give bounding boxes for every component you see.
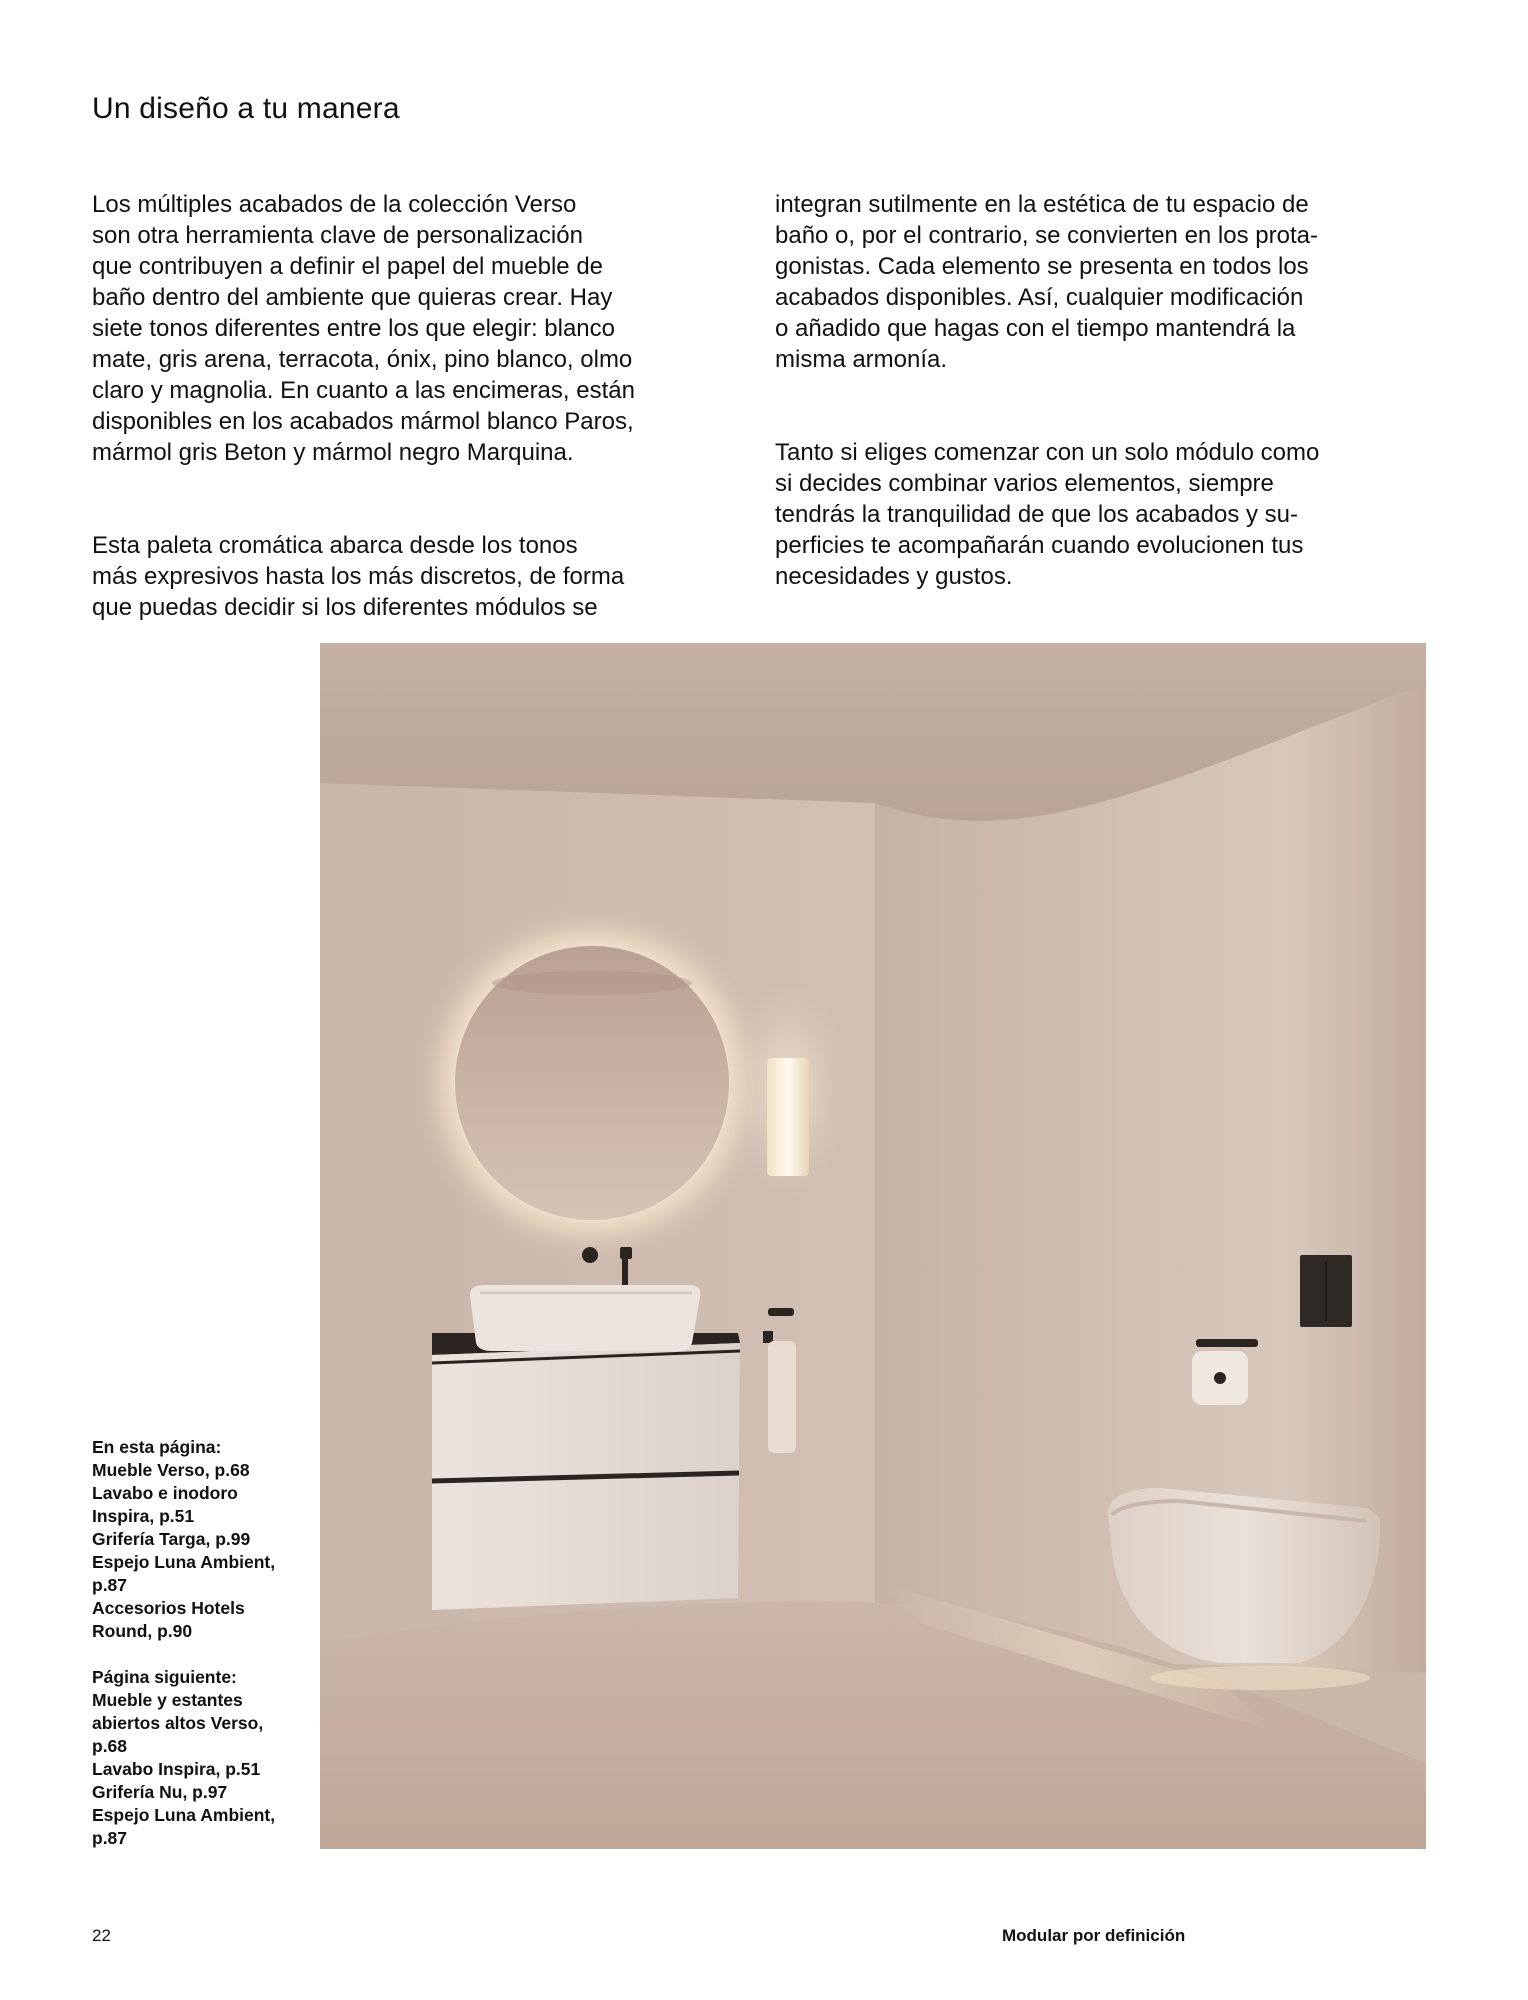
paragraph: Tanto si eliges comenzar con un solo módulo como si decides combinar varios elementos, siempre tendrás la tranquilidad de que los acabados y su- perficies te acompañarán cuando evolucionen tus necesidades y gustos. bbox=[775, 439, 1320, 590]
towel-hook bbox=[768, 1308, 794, 1316]
mirror-reflection bbox=[492, 971, 692, 995]
page-heading: Un diseño a tu manera bbox=[92, 92, 400, 125]
text-column-right bbox=[775, 158, 1415, 654]
section-title: Modular por definición bbox=[1002, 1926, 1186, 1945]
caption-line: Grifería Nu, p.97 bbox=[92, 1782, 228, 1802]
caption-this-page bbox=[92, 1436, 302, 1643]
caption-line: Grifería Targa, p.99 bbox=[92, 1529, 251, 1549]
caption-next-page bbox=[92, 1666, 302, 1850]
paragraph: Los múltiples acabados de la colección Verso son otra herramienta clave de personalización que contribuyen a definir el papel del mueble de baño dentro del ambiente que quieras crear. Hay siete tonos diferentes entre los que elegir: blanco mate, gris arena, terracota, ónix, pino blanco, olmo claro y magnolia. En cuanto a las encimeras, están disponibles en los acabados mármol blanco Paros, mármol gris Beton y mármol negro Marquina. bbox=[92, 191, 635, 466]
holder-knob bbox=[1214, 1372, 1226, 1384]
photo-captions bbox=[92, 1436, 302, 1873]
wall-lamp bbox=[767, 1058, 809, 1176]
page-number: 22 bbox=[92, 1926, 111, 1945]
towel bbox=[768, 1341, 796, 1453]
caption-line: p.87 bbox=[92, 1828, 128, 1848]
caption-line: Espejo Luna Ambient, bbox=[92, 1805, 276, 1825]
caption-line: Inspira, p.51 bbox=[92, 1506, 195, 1526]
caption-line: Lavabo Inspira, p.51 bbox=[92, 1759, 261, 1779]
toilet-underglow bbox=[1150, 1666, 1370, 1690]
paragraph: integran sutilmente en la estética de tu espacio de baño o, por el contrario, se convierten en los prota- gonistas. Cada elemento se presenta en todos los acabados disponibles. Así, cualquier modificación o añadido que hagas con el tiempo mantendrá la misma armonía. bbox=[775, 191, 1318, 373]
towel-ring bbox=[763, 1331, 773, 1343]
caption-line: Accesorios Hotels bbox=[92, 1598, 245, 1618]
caption-line: p.87 bbox=[92, 1575, 128, 1595]
paragraph: Esta paleta cromática abarca desde los tonos más expresivos hasta los más discretos, de forma que puedas decidir si los diferentes módulos se bbox=[92, 532, 625, 621]
caption-line: Round, p.90 bbox=[92, 1621, 193, 1641]
washbasin bbox=[470, 1285, 701, 1351]
caption-line: Lavabo e inodoro bbox=[92, 1483, 238, 1503]
caption-line: abiertos altos Verso, bbox=[92, 1713, 264, 1733]
caption-line: Mueble y estantes bbox=[92, 1690, 243, 1710]
caption-line: En esta página: bbox=[92, 1437, 222, 1457]
caption-line: Espejo Luna Ambient, bbox=[92, 1552, 276, 1572]
caption-line: p.68 bbox=[92, 1736, 128, 1756]
caption-line: Mueble Verso, p.68 bbox=[92, 1460, 250, 1480]
text-column-left bbox=[92, 158, 732, 685]
bathroom-illustration bbox=[320, 643, 1426, 1849]
caption-line: Página siguiente: bbox=[92, 1667, 237, 1687]
faucet-knob bbox=[582, 1247, 598, 1263]
bathroom-photo bbox=[320, 643, 1426, 1849]
paper-holder bbox=[1196, 1339, 1258, 1347]
faucet-spout bbox=[622, 1255, 628, 1285]
